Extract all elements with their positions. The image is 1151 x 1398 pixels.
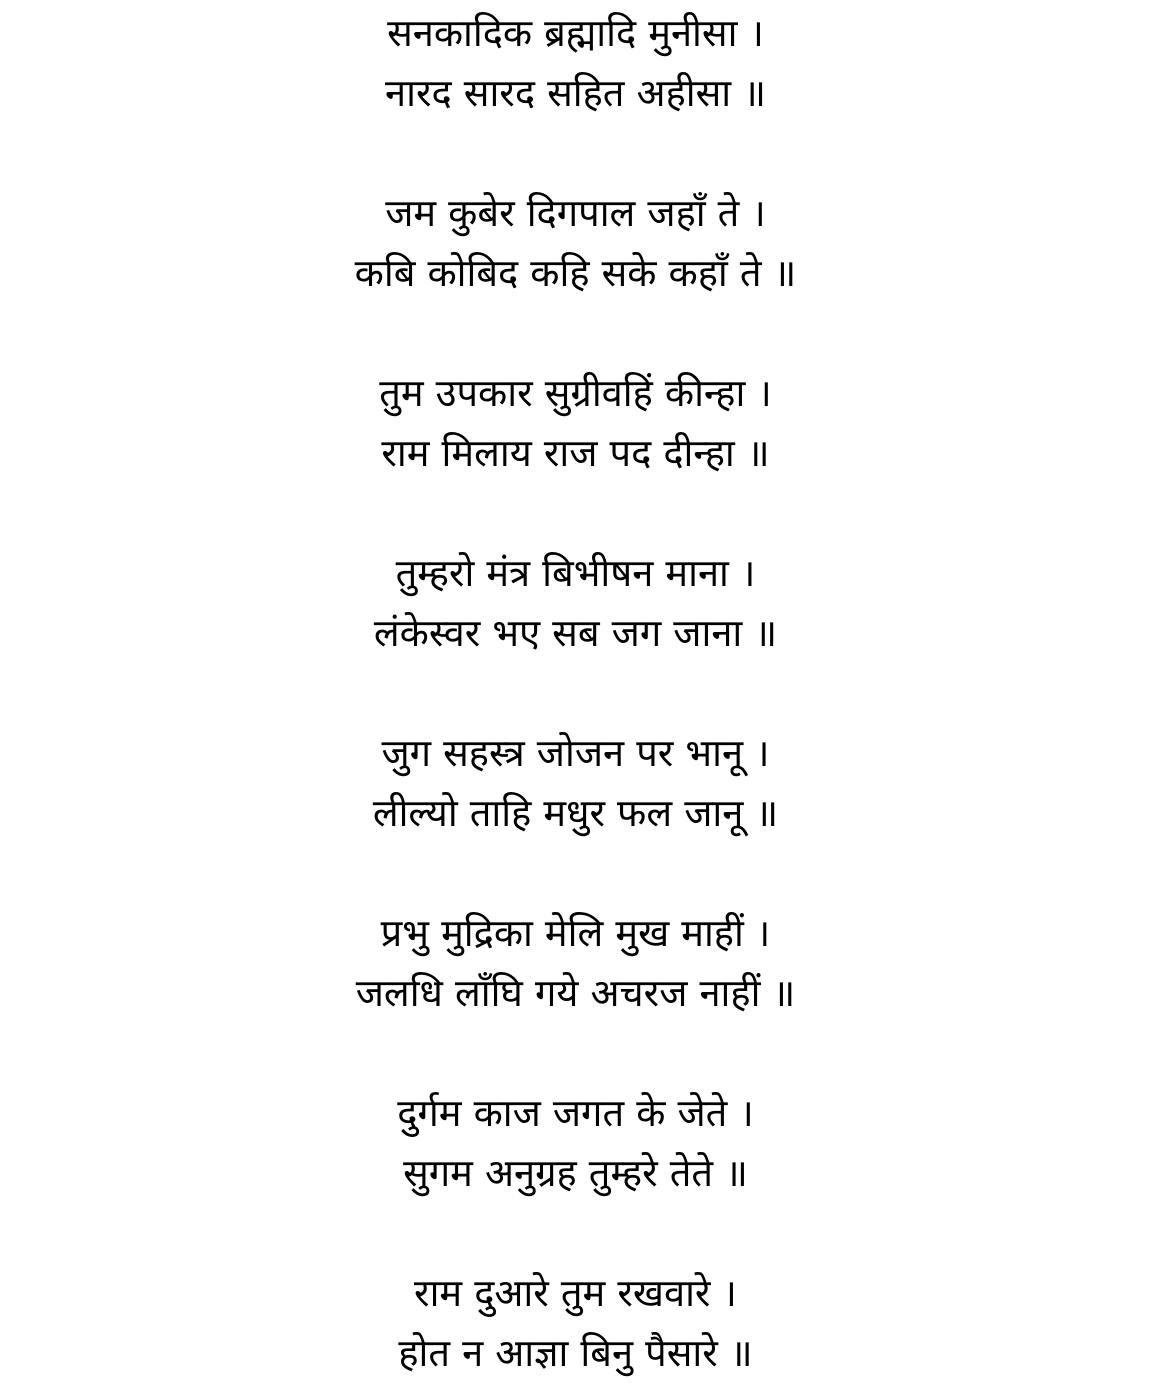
verse-line: तुम्हरो मंत्र बिभीषन माना । <box>395 551 756 595</box>
verse-line: राम मिलाय राज पद दीन्हा ॥ <box>381 431 770 475</box>
verse-line: सनकादिक ब्रह्मादि मुनीसा । <box>387 11 764 55</box>
verse-line: प्रभु मुद्रिका मेलि मुख माहीं । <box>380 911 771 955</box>
verse-line: होत न आज्ञा बिनु पैसारे ॥ <box>398 1331 753 1375</box>
verse-line: नारद सारद सहित अहीसा ॥ <box>385 71 766 115</box>
stanza <box>0 543 1151 663</box>
verse-line: सुगम अनुग्रह तुम्हरे तेते ॥ <box>403 1151 748 1195</box>
verse-line: लंकेस्वर भए सब जग जाना ॥ <box>373 611 778 655</box>
verse-line: जुग सहस्त्र जोजन पर भानू । <box>381 731 770 775</box>
stanza <box>0 723 1151 843</box>
stanza <box>0 363 1151 483</box>
verse-line: कबि कोबिद कहि सके कहाँ ते ॥ <box>354 251 797 295</box>
verse-line: जम कुबेर दिगपाल जहाँ ते । <box>385 191 766 235</box>
verse-line: तुम उपकार सुग्रीवहिं कीन्हा । <box>379 371 772 415</box>
stanza <box>0 903 1151 1023</box>
verse-line: जलधि लाँघि गये अचरज नाहीं ॥ <box>355 971 796 1015</box>
stanza <box>0 3 1151 123</box>
verse-line: लील्यो ताहि मधुर फल जानू ॥ <box>372 791 779 835</box>
verse-line: दुर्गम काज जगत के जेते । <box>397 1091 754 1135</box>
verse-line: राम दुआरे तुम रखवारे । <box>414 1271 737 1315</box>
stanza <box>0 1083 1151 1203</box>
stanza <box>0 1263 1151 1383</box>
stanza <box>0 183 1151 303</box>
